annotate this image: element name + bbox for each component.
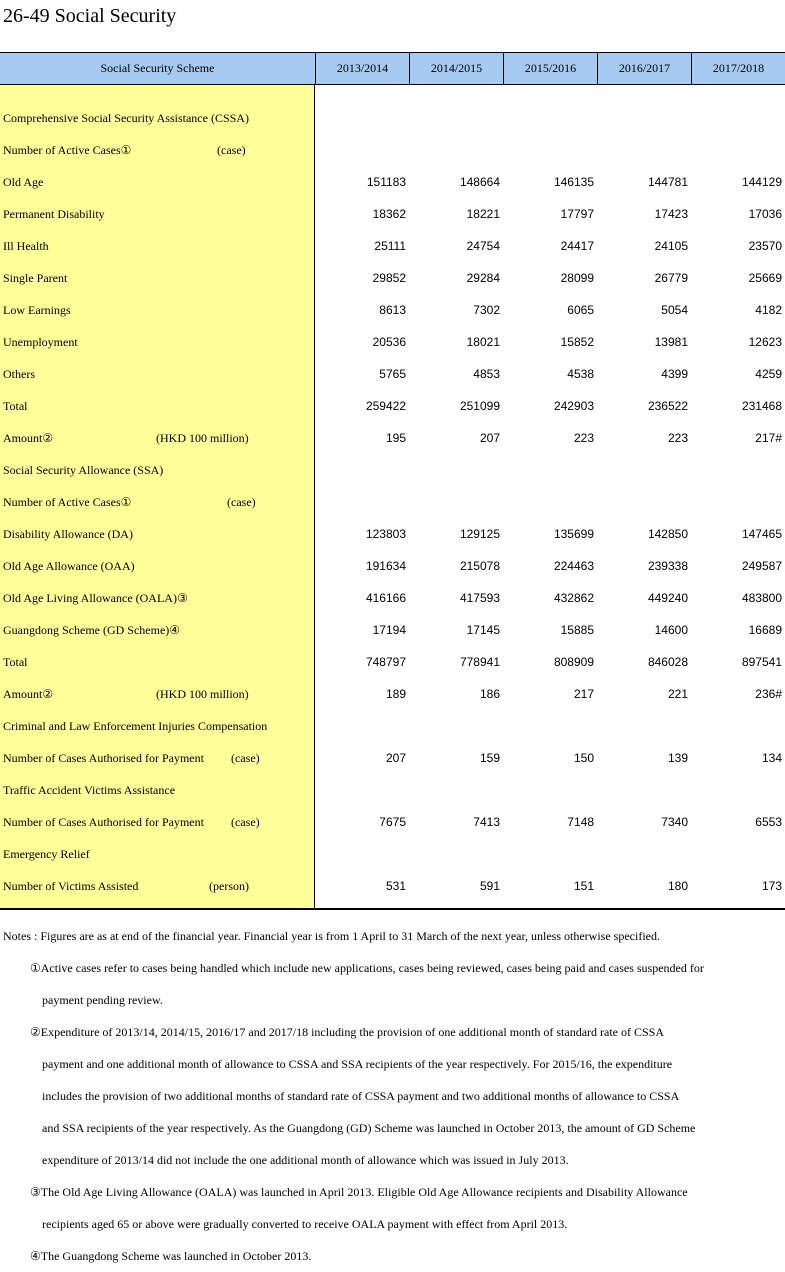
row-value: 7340 (661, 815, 688, 829)
row-value: 28099 (560, 271, 594, 285)
row-label: Criminal and Law Enforcement Injuries Compensation (3, 719, 268, 733)
row-value: 180 (667, 879, 688, 893)
table-row (0, 582, 785, 614)
row-value: 150 (573, 751, 594, 765)
row-value: 207 (479, 431, 500, 445)
row-value: 17797 (560, 207, 594, 221)
row-label: Number of Cases Authorised for Payment (3, 751, 204, 765)
row-value: 6553 (755, 815, 782, 829)
header-year: 2016/2017 (597, 53, 691, 84)
row-value: 217 (573, 687, 594, 701)
table-row (0, 614, 785, 646)
row-value: 139 (667, 751, 688, 765)
row-value: 808909 (553, 655, 594, 669)
row-label: Old Age (3, 175, 44, 189)
row-value: 16689 (748, 623, 782, 637)
table-row (0, 358, 785, 390)
row-label: Emergency Relief (3, 847, 90, 861)
social-security-table (0, 52, 785, 910)
row-value: 14600 (654, 623, 688, 637)
row-label: Guangdong Scheme (GD Scheme)④ (3, 623, 181, 637)
row-value: 5054 (661, 303, 688, 317)
row-value: 147465 (741, 527, 782, 541)
row-value: 17423 (654, 207, 688, 221)
table-row (0, 742, 785, 774)
row-value: 189 (385, 687, 406, 701)
row-value: 249587 (741, 559, 782, 573)
row-value: 207 (385, 751, 406, 765)
page-title: 26-49 Social Security (3, 5, 177, 27)
table-row (0, 198, 785, 230)
row-value: 4538 (567, 367, 594, 381)
row-value: 259422 (365, 399, 406, 413)
row-value: 217# (755, 431, 782, 445)
row-label: Permanent Disability (3, 207, 105, 221)
row-value: 7302 (473, 303, 500, 317)
row-label: Old Age Allowance (OAA) (3, 559, 135, 573)
row-value: 239338 (647, 559, 688, 573)
row-value: 17036 (748, 207, 782, 221)
row-value: 778941 (459, 655, 500, 669)
row-value: 897541 (741, 655, 782, 669)
row-label: Comprehensive Social Security Assistance (CSSA) (3, 111, 249, 125)
table-row (0, 646, 785, 678)
row-value: 432862 (553, 591, 594, 605)
row-label: Single Parent (3, 271, 68, 285)
row-value: 4853 (473, 367, 500, 381)
row-value: 23570 (748, 239, 782, 253)
row-value: 151183 (366, 175, 406, 189)
row-value: 17194 (372, 623, 406, 637)
row-value: 6065 (567, 303, 594, 317)
row-unit: (HKD 100 million) (156, 431, 249, 445)
row-value: 24417 (560, 239, 594, 253)
row-unit: (case) (217, 143, 246, 157)
row-unit: (HKD 100 million) (156, 687, 249, 701)
row-value: 134 (761, 751, 782, 765)
table-row (0, 454, 785, 486)
note-line: ③The Old Age Living Allowance (OALA) was launched in April 2013. Eligible Old Age Allowance recipients and Disability Allowance (30, 1185, 688, 1199)
row-value: 29284 (466, 271, 500, 285)
row-value: 242903 (553, 399, 594, 413)
row-label: Number of Cases Authorised for Payment (3, 815, 204, 829)
row-label: Low Earnings (3, 303, 71, 317)
row-value: 17145 (466, 623, 500, 637)
row-value: 24754 (466, 239, 500, 253)
row-value: 4259 (755, 367, 782, 381)
row-label: Total (3, 399, 28, 413)
table-row (0, 134, 785, 166)
row-label: Number of Active Cases① (3, 495, 132, 509)
row-value: 4399 (661, 367, 688, 381)
note-line: Notes : Figures are as at end of the financial year. Financial year is from 1 April to 31 March of the next year, unless otherwise specified. (3, 929, 660, 943)
row-value: 5765 (379, 367, 406, 381)
row-value: 215078 (459, 559, 500, 573)
table-row (0, 710, 785, 742)
row-value: 142850 (647, 527, 688, 541)
row-value: 146135 (553, 175, 594, 189)
row-value: 231468 (741, 399, 782, 413)
row-value: 224463 (553, 559, 594, 573)
row-label: Unemployment (3, 335, 78, 349)
row-value: 26779 (654, 271, 688, 285)
row-value: 129125 (459, 527, 500, 541)
row-value: 236# (755, 687, 782, 701)
table-row (0, 870, 785, 902)
row-value: 144781 (647, 175, 688, 189)
note-line: ②Expenditure of 2013/14, 2014/15, 2016/17 and 2017/18 including the provision of one additional month of standard rate of CSSA (30, 1025, 665, 1039)
row-value: 12623 (748, 335, 782, 349)
row-label: Disability Allowance (DA) (3, 527, 133, 541)
row-value: 449240 (647, 591, 688, 605)
row-unit: (case) (231, 815, 260, 829)
row-value: 7413 (473, 815, 500, 829)
row-label: Others (3, 367, 35, 381)
row-value: 20536 (372, 335, 406, 349)
note-line: ④The Guangdong Scheme was launched in October 2013. (30, 1249, 312, 1263)
note-line: includes the provision of two additional months of standard rate of CSSA payment and two additional months of allowance to CSSA (42, 1089, 680, 1103)
row-value: 159 (479, 751, 500, 765)
row-value: 25111 (374, 239, 406, 253)
note-line: recipients aged 65 or above were gradually converted to receive OALA payment with effect from April 2013. (42, 1217, 568, 1231)
table-row (0, 486, 785, 518)
row-label: Number of Active Cases① (3, 143, 132, 157)
row-value: 135699 (553, 527, 594, 541)
row-value: 7675 (379, 815, 406, 829)
note-line: expenditure of 2013/14 did not include the one additional month of allowance which was issued in July 2013. (42, 1153, 569, 1167)
row-value: 25669 (748, 271, 782, 285)
row-value: 18021 (466, 335, 500, 349)
row-label: Traffic Accident Victims Assistance (3, 783, 176, 797)
row-label: Old Age Living Allowance (OALA)③ (3, 591, 188, 605)
row-value: 221 (667, 687, 688, 701)
note-line: payment and one additional month of allowance to CSSA and SSA recipients of the year respectively. For 2015/16, the expenditure (42, 1057, 673, 1071)
row-label: Amount② (3, 687, 54, 701)
table-bottom-rule (0, 908, 785, 910)
row-unit: (person) (209, 879, 249, 893)
row-value: 15885 (560, 623, 594, 637)
table-row (0, 422, 785, 454)
row-value: 144129 (741, 175, 782, 189)
row-value: 236522 (647, 399, 688, 413)
row-value: 417593 (459, 591, 500, 605)
row-value: 173 (761, 879, 782, 893)
note-line: payment pending review. (42, 993, 163, 1007)
row-value: 416166 (365, 591, 406, 605)
row-value: 195 (385, 431, 406, 445)
row-value: 15852 (560, 335, 594, 349)
row-value: 223 (667, 431, 688, 445)
table-row (0, 838, 785, 870)
row-unit: (case) (227, 495, 256, 509)
table-row (0, 294, 785, 326)
row-value: 846028 (647, 655, 688, 669)
row-value: 151 (573, 879, 594, 893)
row-value: 8613 (379, 303, 406, 317)
note-line: and SSA recipients of the year respectively. As the Guangdong (GD) Scheme was launched in October 2013, the amount of GD Scheme (42, 1121, 696, 1135)
row-value: 18221 (466, 207, 500, 221)
row-value: 13981 (654, 335, 688, 349)
row-value: 251099 (459, 399, 500, 413)
table-row (0, 550, 785, 582)
table-row (0, 518, 785, 550)
row-label: Amount② (3, 431, 54, 445)
row-value: 123803 (365, 527, 406, 541)
table-row (0, 230, 785, 262)
note-line: ①Active cases refer to cases being handled which include new applications, cases being reviewed, cases being paid and cases suspended for (30, 961, 704, 975)
header-year: 2013/2014 (315, 53, 409, 84)
row-value: 186 (479, 687, 500, 701)
row-label: Social Security Allowance (SSA) (3, 463, 164, 477)
header-year: 2017/2018 (691, 53, 785, 84)
row-value: 483800 (741, 591, 782, 605)
table-row (0, 166, 785, 198)
header-year: 2015/2016 (503, 53, 597, 84)
row-value: 4182 (755, 303, 782, 317)
table-row (0, 806, 785, 838)
row-value: 591 (479, 879, 500, 893)
row-value: 24105 (654, 239, 688, 253)
header-scheme: Social Security Scheme (100, 61, 215, 75)
row-value: 29852 (372, 271, 406, 285)
table-row (0, 262, 785, 294)
row-value: 191634 (365, 559, 406, 573)
row-value: 748797 (365, 655, 406, 669)
table-row (0, 678, 785, 710)
table-row (0, 102, 785, 134)
row-unit: (case) (231, 751, 260, 765)
row-value: 223 (573, 431, 594, 445)
row-value: 148664 (459, 175, 500, 189)
table-row (0, 326, 785, 358)
table-row (0, 390, 785, 422)
row-label: Total (3, 655, 28, 669)
row-value: 531 (385, 879, 406, 893)
table-header-row (0, 52, 785, 85)
row-label: Number of Victims Assisted (3, 879, 139, 893)
table-row (0, 774, 785, 806)
row-value: 7148 (567, 815, 594, 829)
header-year: 2014/2015 (409, 53, 503, 84)
row-value: 18362 (372, 207, 406, 221)
row-label: Ill Health (3, 239, 49, 253)
